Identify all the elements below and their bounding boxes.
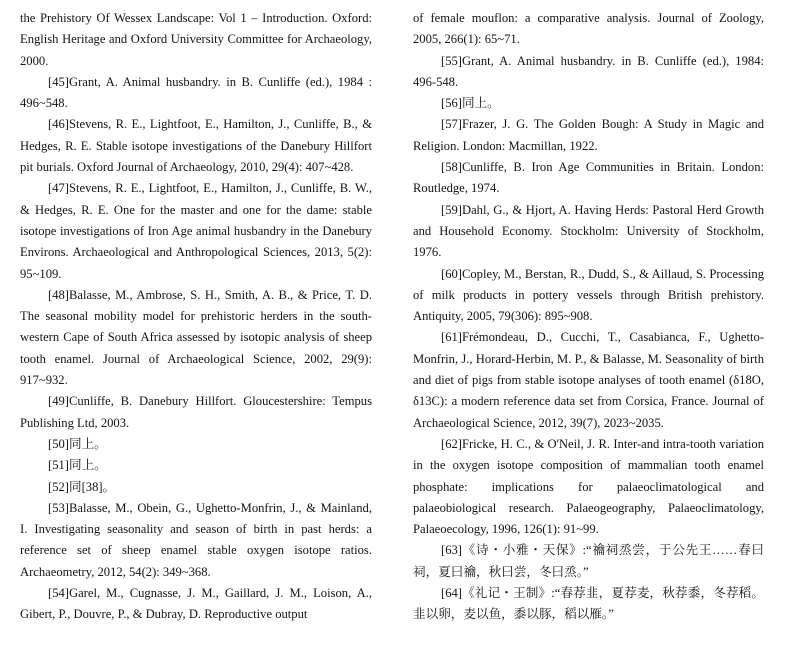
reference-entry: [61]Frémondeau, D., Cucchi, T., Casabianca, F., Ughetto-Monfrin, J., Horard-Herbin, M. P., & Balasse, M. Seasonality of birth and diet of pigs from stable isotope analyses of tooth enamel (δ18O, δ13C): a modern reference data set from Corsica, France. Journal of Archaeological Science, 2012, 39(7), 2023~2035. — [413, 330, 764, 430]
reference-entry: [53]Balasse, M., Obein, G., Ughetto-Monfrin, J., & Mainland, I. Investigating seasonality and season of birth in past herds: a reference set of sheep enamel stable oxygen isotope ratios. Archaeometry, 2012, 54(2): 349~368. — [20, 500, 372, 579]
reference-entry: [47]Stevens, R. E., Lightfoot, E., Hamilton, J., Cunliffe, B. W., & Hedges, R. E. One for the master and one for the dame: stable isotope investigations of Iron Age animal husbandry in the Danebury Environs. Archaeological and Anthropological Sciences, 2013, 5(2): 95~109. — [20, 181, 372, 281]
reference-entry: the Prehistory Of Wessex Landscape: Vol 1 – Introduction. Oxford: English Heritage and Oxford University Committee for Archaeology, 2000. — [20, 11, 372, 68]
reference-entry: [57]Frazer, J. G. The Golden Bough: A Study in Magic and Religion. London: Macmillan, 1922. — [413, 117, 764, 153]
reference-entry: [59]Dahl, G., & Hjort, A. Having Herds: Pastoral Herd Growth and Household Economy. Stockholm: University of Stockholm, 1976. — [413, 202, 764, 260]
reference-entry: [60]Copley, M., Berstan, R., Dudd, S., & Aillaud, S. Processing of milk products in pottery vessels through British prehistory. Antiquity, 2005, 79(306): 895~908. — [413, 266, 764, 324]
reference-entry: [58]Cunliffe, B. Iron Age Communities in Britain. London: Routledge, 1974. — [413, 160, 764, 196]
reference-entry: [49]Cunliffe, B. Danebury Hillfort. Gloucestershire: Tempus Publishing Ltd, 2003. — [20, 394, 372, 430]
reference-entry: of female mouflon: a comparative analysis. Journal of Zoology, 2005, 266(1): 65~71. — [413, 11, 764, 47]
reference-entry: [55]Grant, A. Animal husbandry. in B. Cunliffe (ed.), 1984: 496-548. — [413, 53, 764, 89]
left-column — [20, 8, 372, 626]
reference-entry: [46]Stevens, R. E., Lightfoot, E., Hamilton, J., Cunliffe, B., & Hedges, R. E. Stable isotope investigations of the Danebury Hillfort pit burials. Oxford Journal of Archaeology, 2010, 29(4): 407~428. — [20, 117, 372, 175]
reference-entry: [51]同上。 — [48, 458, 107, 473]
reference-entry: [45]Grant, A. Animal husbandry. in B. Cunliffe (ed.), 1984 : 496~548. — [20, 74, 372, 111]
reference-entry: [52]同[38]。 — [48, 479, 116, 494]
reference-entry: [56]同上。 — [441, 96, 500, 111]
reference-entry: [50]同上。 — [48, 436, 107, 451]
right-column — [413, 8, 764, 626]
reference-entry: [63]《诗・小雅・天保》:“禴祠烝尝，于公先王……春曰祠，夏曰禴，秋曰尝，冬曰烝。” — [413, 543, 764, 579]
reference-entry: [64]《礼记・王制》:“春荐韭，夏荐麦，秋荐黍，冬荐稻。韭以卵，麦以鱼，黍以豚，稻以雁。” — [413, 586, 764, 622]
reference-entry: [54]Garel, M., Cugnasse, J. M., Gaillard, J. M., Loison, A., Gibert, P., Douvre, P., & Dubray, D. Reproductive output — [20, 586, 372, 622]
reference-entry: [48]Balasse, M., Ambrose, S. H., Smith, A. B., & Price, T. D. The seasonal mobility model for prehistoric herders in the south-western Cape of South Africa assessed by isotopic analysis of sheep tooth enamel. Journal of Archaeological Science, 2002, 29(9): 917~932. — [20, 287, 372, 388]
reference-entry: [62]Fricke, H. C., & O'Neil, J. R. Inter-and intra-tooth variation in the oxygen isotope composition of mammalian tooth enamel phosphate: implications for palaeoclimatological and palaeobiological research. Palaeogeography, Palaeoclimatology, Palaeoecology, 1996, 126(1): 91~99. — [413, 436, 764, 537]
